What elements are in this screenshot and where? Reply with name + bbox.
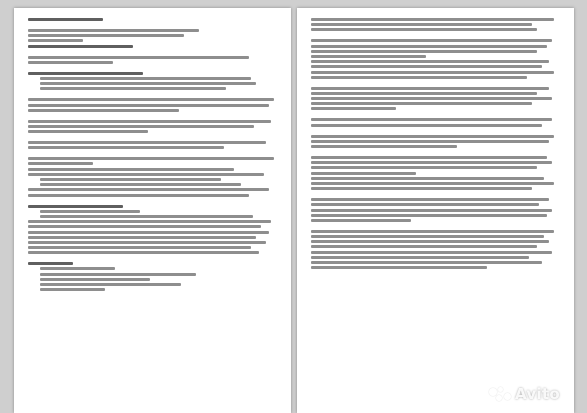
watermark-text: Avito: [515, 385, 560, 403]
document-page-right: [297, 8, 574, 413]
page-text-block: [311, 18, 562, 277]
document-page-left: [14, 8, 291, 413]
avito-watermark: [489, 385, 560, 403]
page-text-block: [28, 18, 279, 299]
avito-logo-icon: [489, 387, 511, 401]
